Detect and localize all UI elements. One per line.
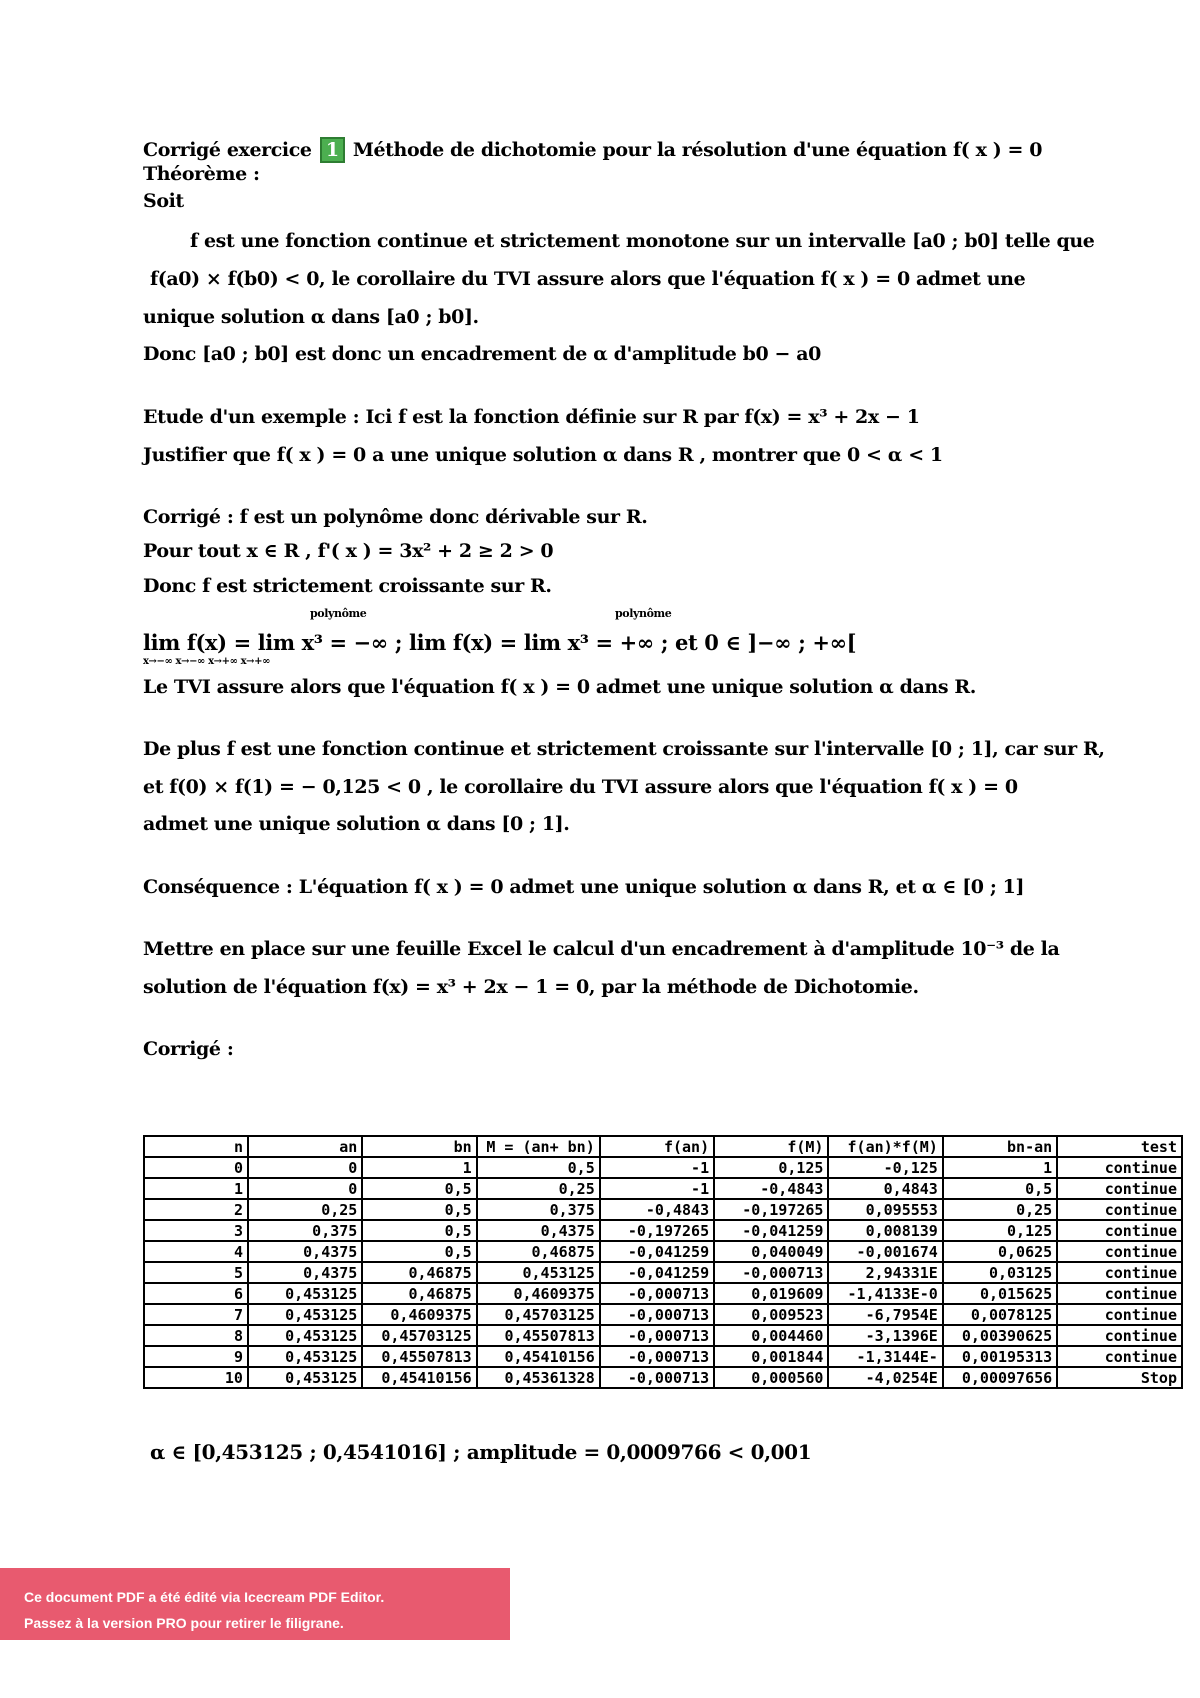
task-line-1: Mettre en place sur une feuille Excel le calcul d'un encadrement à d'amplitude 10⁻³ de la	[143, 938, 1060, 960]
table-cell: 0,5	[362, 1241, 476, 1262]
table-cell: 10	[144, 1367, 248, 1388]
table-cell: 0,25	[248, 1199, 362, 1220]
table-cell: 0,040049	[714, 1241, 828, 1262]
exercise-title	[143, 137, 1042, 163]
table-cell: 0,45703125	[362, 1325, 476, 1346]
table-body	[144, 1157, 1182, 1388]
theorem-line-1: f est une fonction continue et strictement monotone sur un intervalle [a0 ; b0] telle que	[190, 230, 1095, 252]
table-cell: 0,001844	[714, 1346, 828, 1367]
table-cell: 0,00390625	[943, 1325, 1057, 1346]
table-cell: 0,25	[943, 1199, 1057, 1220]
table-cell: 0,453125	[248, 1367, 362, 1388]
table-row	[144, 1178, 1182, 1199]
table-cell: 2	[144, 1199, 248, 1220]
correction-line-1: Corrigé : f est un polynôme donc dérivable sur R.	[143, 506, 648, 528]
table-cell: 0	[248, 1178, 362, 1199]
polynome-note-1: polynôme	[310, 607, 367, 620]
table-cell: 7	[144, 1304, 248, 1325]
table-cell: continue	[1057, 1199, 1182, 1220]
table-cell: -0,197265	[714, 1199, 828, 1220]
table-cell: 0,5	[362, 1220, 476, 1241]
table-row	[144, 1304, 1182, 1325]
example-line-1: Etude d'un exemple : Ici f est la fonction définie sur R par f(x) = x³ + 2x − 1	[143, 406, 920, 428]
table-cell: 0,4375	[477, 1220, 600, 1241]
corrige-label: Corrigé :	[143, 1038, 234, 1060]
table-cell: 0,4843	[828, 1178, 942, 1199]
correction-line-3: Donc f est strictement croissante sur R.	[143, 575, 552, 597]
task-line-2: solution de l'équation f(x) = x³ + 2x − 1 = 0, par la méthode de Dichotomie.	[143, 976, 919, 998]
table-cell: 0,453125	[477, 1262, 600, 1283]
table-cell: 0,009523	[714, 1304, 828, 1325]
table-cell: 0,375	[248, 1220, 362, 1241]
table-cell: 6	[144, 1283, 248, 1304]
table-cell: continue	[1057, 1346, 1182, 1367]
title-prefix: Corrigé exercice	[143, 139, 312, 161]
watermark-banner[interactable]	[0, 1568, 510, 1640]
table-cell: continue	[1057, 1325, 1182, 1346]
table-header-row	[144, 1136, 1182, 1157]
table-cell: 0,453125	[248, 1304, 362, 1325]
table-cell: 8	[144, 1325, 248, 1346]
table-cell: 0,453125	[248, 1283, 362, 1304]
table-cell: 5	[144, 1262, 248, 1283]
theorem-line-3: unique solution α dans [a0 ; b0].	[143, 306, 479, 328]
header-product: f(an)*f(M)	[828, 1136, 942, 1157]
table-cell: 0,125	[714, 1157, 828, 1178]
table-cell: 0,375	[477, 1199, 600, 1220]
header-m: M = (an+ bn)	[477, 1136, 600, 1157]
table-cell: 0,004460	[714, 1325, 828, 1346]
table-cell: 0,5	[477, 1157, 600, 1178]
table-cell: -0,000713	[600, 1304, 714, 1325]
header-fan: f(an)	[600, 1136, 714, 1157]
title-suffix: Méthode de dichotomie pour la résolution d'une équation f( x ) = 0	[352, 139, 1043, 161]
table-cell: 0,019609	[714, 1283, 828, 1304]
table-cell: 0,00097656	[943, 1367, 1057, 1388]
table-cell: 0	[144, 1157, 248, 1178]
table-cell: 2,94331E	[828, 1262, 942, 1283]
table-cell: 1	[144, 1178, 248, 1199]
table-cell: 0,45703125	[477, 1304, 600, 1325]
table-cell: 0,45361328	[477, 1367, 600, 1388]
table-cell: 0,5	[362, 1199, 476, 1220]
header-test: test	[1057, 1136, 1182, 1157]
table-cell: continue	[1057, 1262, 1182, 1283]
table-cell: 0,125	[943, 1220, 1057, 1241]
table-cell: 0,46875	[477, 1241, 600, 1262]
table-cell: -0,000713	[600, 1346, 714, 1367]
table-cell: -0,000713	[600, 1367, 714, 1388]
table-cell: 0,03125	[943, 1262, 1057, 1283]
exercise-number-badge: 1	[320, 137, 345, 163]
watermark-line-1: Ce document PDF a été édité via Icecream PDF Editor.	[24, 1589, 385, 1605]
header-n: n	[144, 1136, 248, 1157]
table-cell: 0,095553	[828, 1199, 942, 1220]
table-row	[144, 1220, 1182, 1241]
table-row	[144, 1199, 1182, 1220]
table-cell: 3	[144, 1220, 248, 1241]
consequence-line: Conséquence : L'équation f( x ) = 0 admet une unique solution α dans R, et α ∈ [0 ; 1]	[143, 876, 1025, 898]
correction-line-2: Pour tout x ∈ R , f'( x ) = 3x² + 2 ≥ 2 > 0	[143, 540, 554, 562]
table-cell: -0,001674	[828, 1241, 942, 1262]
table-cell: -0,000713	[714, 1262, 828, 1283]
correction2-line-2: et f(0) × f(1) = − 0,125 < 0 , le corollaire du TVI assure alors que l'équation f( x ) = 0	[143, 776, 1018, 798]
table-cell: 0,0078125	[943, 1304, 1057, 1325]
table-cell: 0,5	[362, 1178, 476, 1199]
table-cell: continue	[1057, 1157, 1182, 1178]
table-row	[144, 1367, 1182, 1388]
table-cell: 0,45507813	[477, 1325, 600, 1346]
table-cell: -3,1396E	[828, 1325, 942, 1346]
table-cell: -4,0254E	[828, 1367, 942, 1388]
table-cell: 0,453125	[248, 1325, 362, 1346]
table-cell: continue	[1057, 1304, 1182, 1325]
table-cell: -1	[600, 1157, 714, 1178]
table-cell: continue	[1057, 1283, 1182, 1304]
table-cell: 0,000560	[714, 1367, 828, 1388]
table-cell: -0,4843	[714, 1178, 828, 1199]
table-cell: -0,041259	[714, 1220, 828, 1241]
polynome-note-2: polynôme	[615, 607, 672, 620]
theorem-line-2: f(a0) × f(b0) < 0, le corollaire du TVI assure alors que l'équation f( x ) = 0 admet une	[150, 268, 1026, 290]
table-row	[144, 1241, 1182, 1262]
table-cell: 0,45410156	[362, 1367, 476, 1388]
result-line: α ∈ [0,453125 ; 0,4541016] ; amplitude = 0,0009766 < 0,001	[150, 1440, 812, 1464]
table-cell: 0,46875	[362, 1283, 476, 1304]
table-cell: 0,46875	[362, 1262, 476, 1283]
table-cell: 0,4375	[248, 1262, 362, 1283]
table-cell: -1	[600, 1178, 714, 1199]
correction-line-4: Le TVI assure alors que l'équation f( x ) = 0 admet une unique solution α dans R.	[143, 676, 976, 698]
table-row	[144, 1346, 1182, 1367]
table-cell: -0,000713	[600, 1325, 714, 1346]
table-row	[144, 1262, 1182, 1283]
table-cell: -0,197265	[600, 1220, 714, 1241]
soit-label: Soit	[143, 190, 184, 212]
header-fm: f(M)	[714, 1136, 828, 1157]
theorem-label: Théorème :	[143, 163, 260, 185]
header-amplitude: bn-an	[943, 1136, 1057, 1157]
table-cell: 0	[248, 1157, 362, 1178]
correction2-line-1: De plus f est une fonction continue et strictement croissante sur l'intervalle [0 ; 1], car sur R,	[143, 738, 1105, 760]
limits-subscripts: x→−∞ x→−∞ x→+∞ x→+∞	[143, 656, 271, 667]
table-cell: 1	[362, 1157, 476, 1178]
table-cell: 0,5	[943, 1178, 1057, 1199]
table-cell: -0,041259	[600, 1262, 714, 1283]
table-cell: 0,0625	[943, 1241, 1057, 1262]
table-cell: 0,015625	[943, 1283, 1057, 1304]
table-cell: 0,00195313	[943, 1346, 1057, 1367]
table-row	[144, 1157, 1182, 1178]
table-cell: 0,453125	[248, 1346, 362, 1367]
table-cell: 0,008139	[828, 1220, 942, 1241]
table-cell: 0,4609375	[362, 1304, 476, 1325]
table-cell: 1	[943, 1157, 1057, 1178]
example-line-2: Justifier que f( x ) = 0 a une unique solution α dans R , montrer que 0 < α < 1	[143, 444, 943, 466]
table-cell: -0,4843	[600, 1199, 714, 1220]
table-row	[144, 1325, 1182, 1346]
table-cell: continue	[1057, 1178, 1182, 1199]
table-cell: -6,7954E	[828, 1304, 942, 1325]
table-cell: continue	[1057, 1241, 1182, 1262]
table-cell: 0,45410156	[477, 1346, 600, 1367]
limits-line: lim f(x) = lim x³ = −∞ ; lim f(x) = lim x³ = +∞ ; et 0 ∈ ]−∞ ; +∞[	[143, 630, 857, 655]
table-cell: 0,4375	[248, 1241, 362, 1262]
dichotomy-table	[143, 1135, 1183, 1389]
watermark-line-2: Passez à la version PRO pour retirer le filigrane.	[24, 1615, 344, 1631]
table-cell: -0,000713	[600, 1283, 714, 1304]
table-cell: Stop	[1057, 1367, 1182, 1388]
table-cell: -1,3144E-	[828, 1346, 942, 1367]
correction2-line-3: admet une unique solution α dans [0 ; 1].	[143, 813, 570, 835]
table-cell: 4	[144, 1241, 248, 1262]
header-bn: bn	[362, 1136, 476, 1157]
table-row	[144, 1283, 1182, 1304]
table-cell: continue	[1057, 1220, 1182, 1241]
header-an: an	[248, 1136, 362, 1157]
table-cell: 0,45507813	[362, 1346, 476, 1367]
table-cell: 0,25	[477, 1178, 600, 1199]
table-cell: -0,125	[828, 1157, 942, 1178]
table-cell: 0,4609375	[477, 1283, 600, 1304]
table-cell: 9	[144, 1346, 248, 1367]
theorem-line-4: Donc [a0 ; b0] est donc un encadrement de α d'amplitude b0 − a0	[143, 343, 821, 365]
table-cell: -1,4133E-0	[828, 1283, 942, 1304]
table-cell: -0,041259	[600, 1241, 714, 1262]
